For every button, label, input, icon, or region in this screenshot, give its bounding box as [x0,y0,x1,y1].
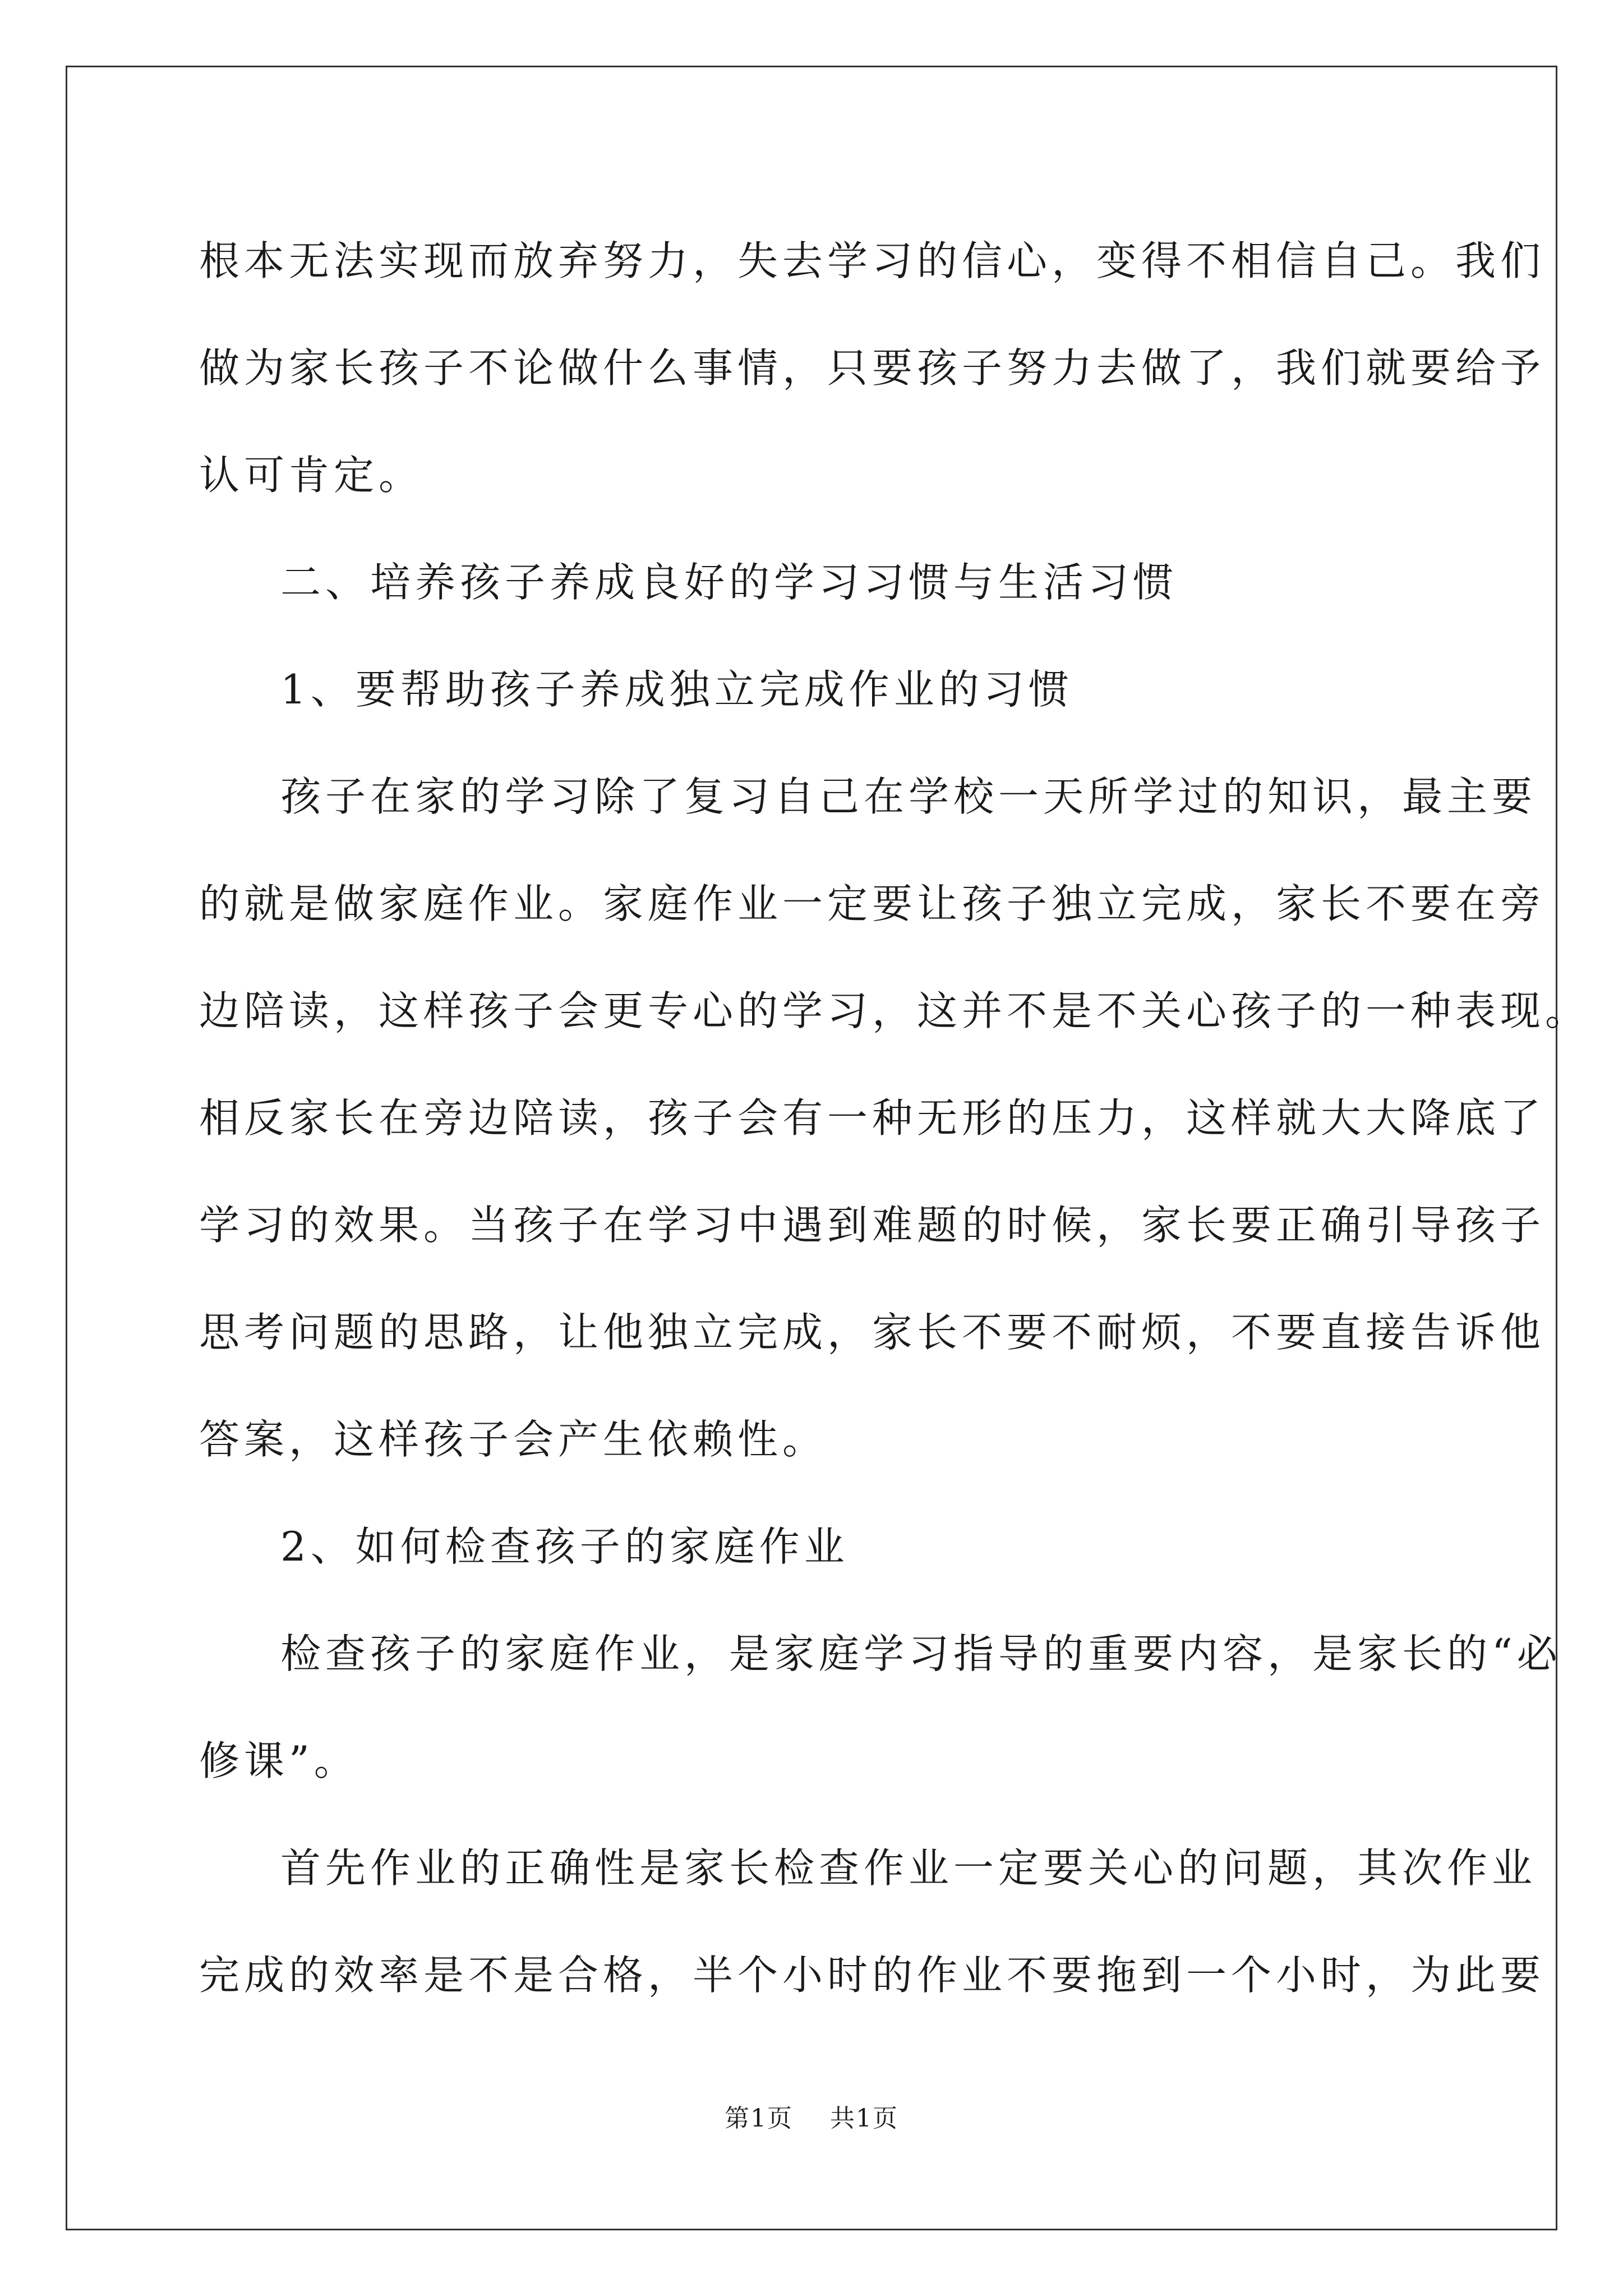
subsection-heading: 2、如何检查孩子的家庭作业 [280,1523,849,1570]
page-number-total: 共1页 [830,2104,898,2133]
page-number-current: 第1页 [725,2104,793,2133]
page-footer [0,2098,1623,2134]
text-block [199,208,1590,2029]
text-line: 修课”。 [199,1737,359,1784]
text-line: 首先作业的正确性是家长检查作业一定要关心的问题，其次作业 [280,1844,1537,1892]
text-line: 的就是做家庭作业。家庭作业一定要让孩子独立完成，家长不要在旁 [199,880,1546,927]
text-line: 根本无法实现而放弃努力，失去学习的信心，变得不相信自己。我们 [199,237,1546,284]
document-body [199,208,1590,2029]
text-line: 边陪读，这样孩子会更专心的学习，这并不是不关心孩子的一种表现。 [199,987,1590,1034]
text-line: 检查孩子的家庭作业，是家庭学习指导的重要内容，是家长的“必 [280,1630,1562,1677]
text-line: 做为家长孩子不论做什么事情，只要孩子努力去做了，我们就要给予 [199,344,1546,392]
subsection-heading: 1、要帮助孩子养成独立完成作业的习惯 [280,666,1073,713]
text-line: 学习的效果。当孩子在学习中遇到难题的时候，家长要正确引导孩子 [199,1202,1546,1249]
text-line: 认可肯定。 [199,452,424,499]
text-line: 答案，这样孩子会产生依赖性。 [199,1416,828,1463]
text-line: 孩子在家的学习除了复习自己在学校一天所学过的知识，最主要 [280,773,1537,820]
text-line: 完成的效率是不是合格，半个小时的作业不要拖到一个小时，为此要 [199,1952,1546,1999]
text-line: 相反家长在旁边陪读，孩子会有一种无形的压力，这样就大大降底了 [199,1094,1546,1142]
section-heading: 二、培养孩子养成良好的学习习惯与生活习惯 [280,559,1178,606]
text-line: 思考问题的思路，让他独立完成，家长不要不耐烦，不要直接告诉他 [199,1309,1546,1356]
